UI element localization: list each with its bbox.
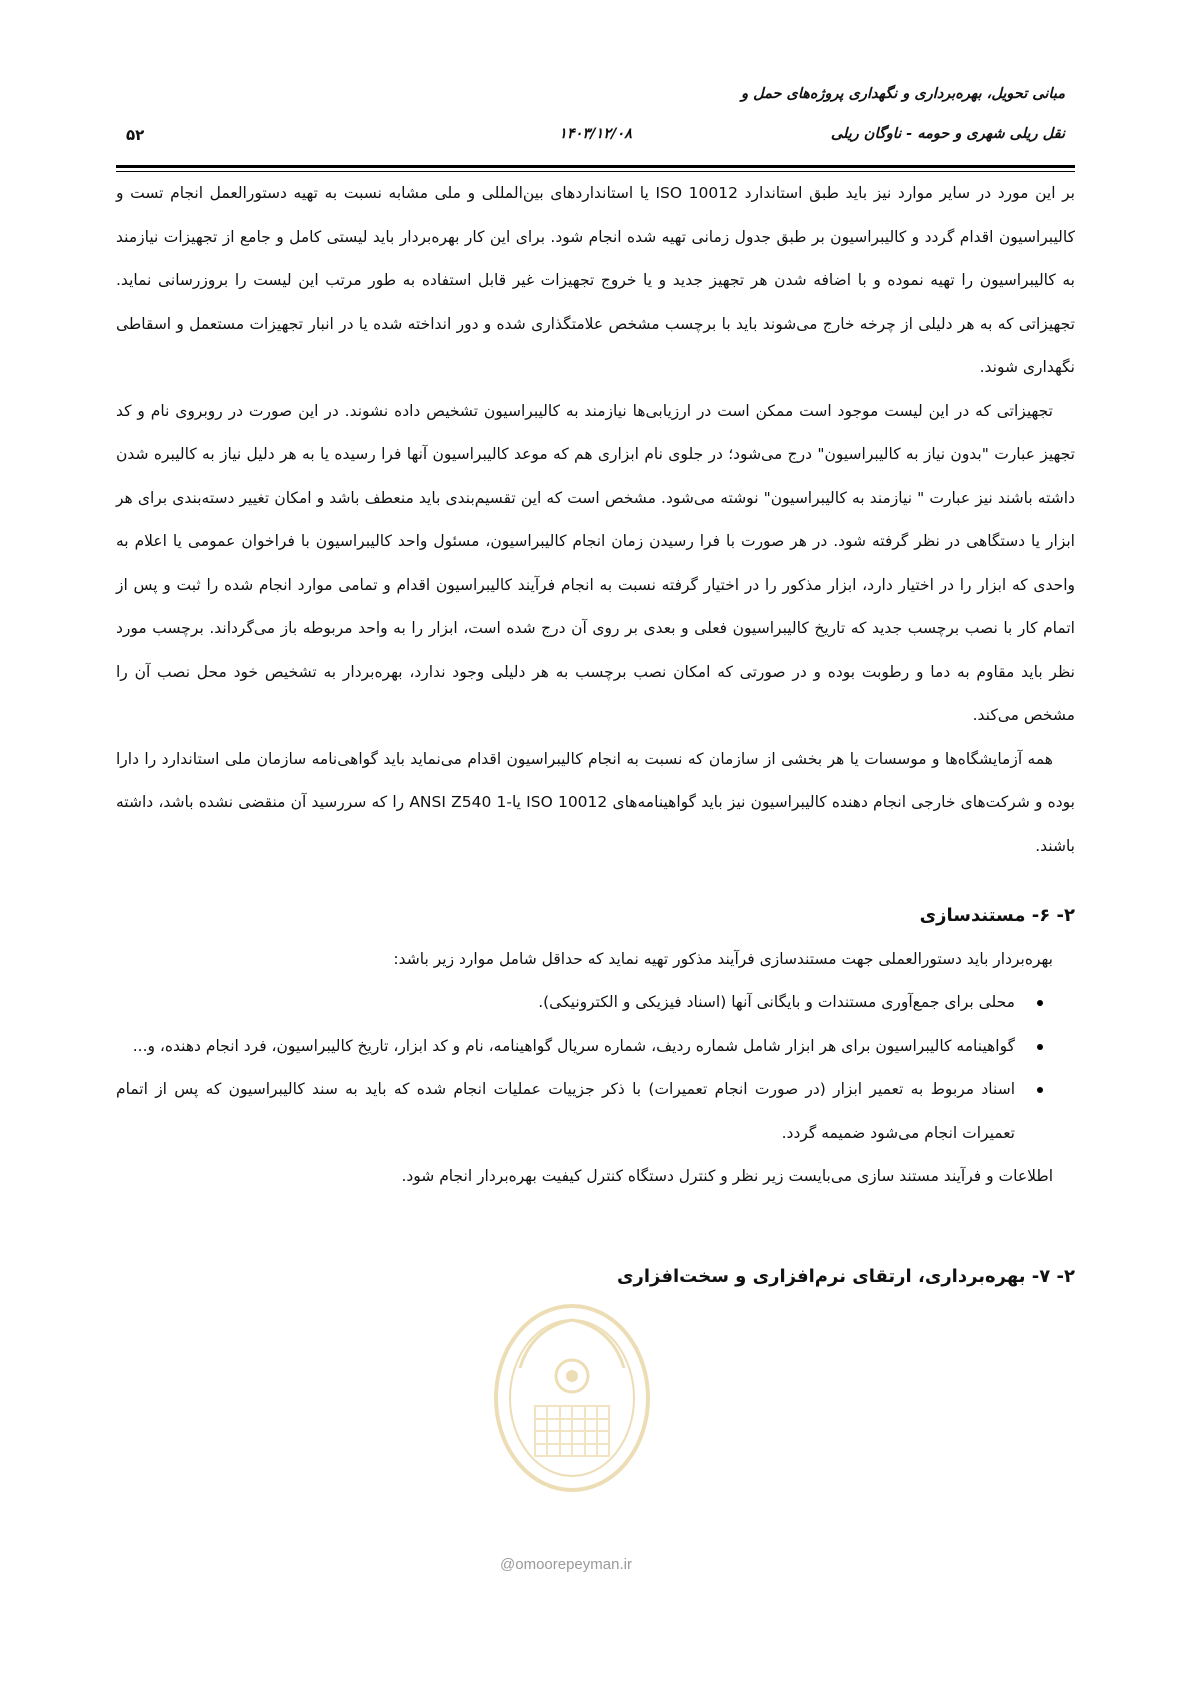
list-item: گواهینامه کالیبراسیون برای هر ابزار شامل شماره ردیف، شماره سریال گواهینامه، نام و کد ابزار، تاریخ کالیبراسیون، فرد انجام دهنده، و... bbox=[116, 1025, 1075, 1069]
paragraph-2: تجهیزاتی که در این لیست موجود است ممکن است در ارزیابی‌ها نیازمند به کالیبراسیون تشخیص داده نشوند. در این صورت در روبروی نام و کد تجهیز عبارت "بدون نیاز به کالیبراسیون" درج می‌شود؛ در جلوی نام ابزاری هم که موعد کالیبراسیون آنها فرا رسیده یا به هر دلیل نیاز به کالیبره شدن داشته باشند نیز عبارت " نیازمند به کالیبراسیون" نوشته می‌شود. مشخص است که این تقسیم‌بندی باید منعطف باشد و امکان تغییر دسته‌بندی برای هر ابزار یا دستگاهی در نظر گرفته شود. در هر صورت با فرا رسیدن زمان انجام کالیبراسیون، مسئول واحد کالیبراسیون با فراخوان عمومی یا اعلام به واحدی که ابزار را در اختیار دارد، ابزار مذکور را در اختیار گرفته نسبت به انجام فرآیند کالیبراسیون اقدام و تمامی موارد انجام شده را ثبت و پس از اتمام کار با نصب برچسب جدید که تاریخ کالیبراسیون فعلی و بعدی بر روی آن درج شده است، ابزار را به واحد مربوطه باز می‌گرداند. برچسب مورد نظر باید مقاوم به دما و رطوبت بوده و در صورتی که امکان نصب برچسب به هر دلیلی وجود ندارد، بهره‌بردار به تشخیص خود محل نصب آن را مشخص می‌کند. bbox=[116, 401, 1075, 724]
document-page bbox=[116, 0, 1075, 1685]
section-heading-documentation: ۲- ۶- مستندسازی bbox=[919, 905, 1075, 926]
documentation-bullet-list bbox=[116, 981, 1075, 1155]
body-content bbox=[116, 172, 1075, 1298]
page-number: ۵۲ bbox=[126, 126, 145, 144]
list-item: محلی برای جمع‌آوری مستندات و بایگانی آنها (اسناد فیزیکی و الکترونیکی). bbox=[116, 981, 1075, 1025]
documentation-intro: بهره‌بردار باید دستورالعملی جهت مستندسازی فرآیند مذکور تهیه نماید که حداقل شامل موارد زیر باشد: bbox=[393, 949, 1053, 968]
header-date: ۱۴۰۳/۱۲/۰۸ bbox=[559, 126, 632, 142]
list-item: اسناد مربوط به تعمیر ابزار (در صورت انجام تعمیرات) با ذکر جزییات عملیات انجام شده که باید به سند کالیبراسیون که پس از اتمام تعمیرات انجام می‌شود ضمیمه گردد. bbox=[116, 1068, 1075, 1155]
page-header bbox=[116, 80, 1075, 170]
documentation-closing: اطلاعات و فرآیند مستند سازی می‌بایست زیر نظر و کنترل دستگاه کنترل کیفیت بهره‌بردار انجام شود. bbox=[401, 1167, 1053, 1185]
paragraph-3: همه آزمایشگاه‌ها و موسسات یا هر بخشی از سازمان که نسبت به انجام کالیبراسیون اقدام می‌نماید باید گواهی‌نامه سازمان ملی استاندارد را دارا بوده و شرکت‌های خارجی انجام دهنده کالیبراسیون نیز باید گواهینامه‌های ISO 10012 یا-ANSI Z540 1 را که سررسید آن منقضی نشده باشد، داشته باشند. bbox=[116, 749, 1075, 855]
section-heading-operation-upgrade: ۲- ۷- بهره‌برداری، ارتقای نرم‌افزاری و سخت‌افزاری bbox=[616, 1265, 1075, 1287]
header-title-line1: مبانی تحویل، بهره‌برداری و نگهداری پروژه‌های حمل و bbox=[741, 86, 1065, 102]
watermark-url: @omoorepeyman.ir bbox=[500, 1556, 632, 1573]
header-title-line2: نقل ریلی شهری و حومه - ناوگان ریلی bbox=[830, 126, 1065, 142]
paragraph-1: بر این مورد در سایر موارد نیز باید طبق استاندارد ISO 10012 یا استانداردهای بین‌المللی و ملی مشابه نسبت به تهیه دستورالعمل انجام تست و کالیبراسیون اقدام گردد و کالیبراسیون بر طبق جدول زمانی تهیه شده انجام شود. برای این کار بهره‌بردار باید لیستی کامل و جامع از تجهیزات نیازمند به کالیبراسیون را تهیه نموده و با اضافه شدن هر تجهیز جدید و یا خروج تجهیزات غیر قابل استفاده به طور مرتب این لیست را بروزرسانی نماید. تجهیزاتی که به هر دلیلی از چرخه خارج می‌شوند باید با برچسب مشخص علامتگذاری شده و دور انداخته شده یا در انبار تجهیزات مستعمل و اسقاطی نگهداری شوند. bbox=[116, 184, 1075, 376]
header-rule-thick bbox=[116, 165, 1075, 168]
